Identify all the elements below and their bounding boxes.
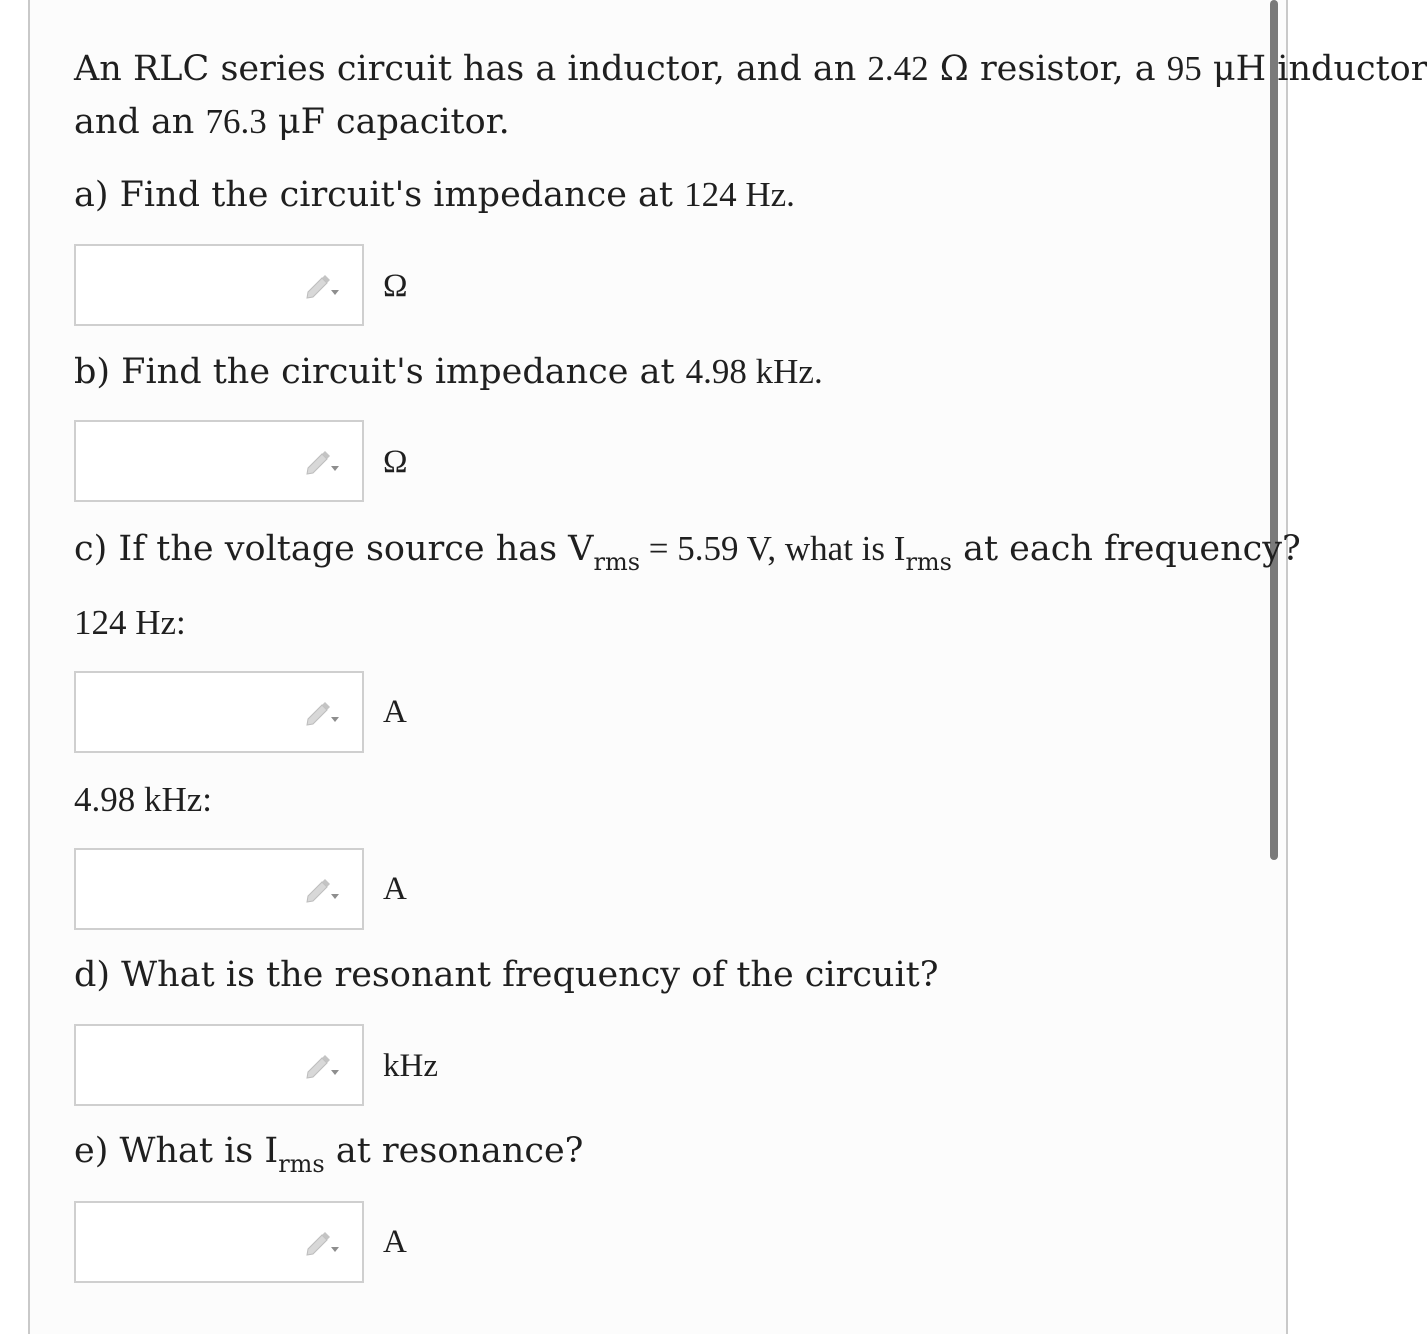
part-a-unit: Ω xyxy=(383,268,408,304)
resistance-value: 2.42 xyxy=(867,49,929,88)
frequency-value: 4.98 xyxy=(74,780,136,819)
prompt-text: c) If the voltage source has V xyxy=(74,529,594,569)
inductance-value: 95 xyxy=(1166,49,1202,88)
intro-text: and an xyxy=(74,102,206,142)
question-intro-line1 xyxy=(74,42,1427,96)
label-text: Hz: xyxy=(126,603,186,642)
subscript-rms: rms xyxy=(593,548,641,576)
intro-text: Ω resistor, a xyxy=(928,49,1167,89)
pencil-icon[interactable] xyxy=(304,1050,342,1080)
frequency-value: 124 xyxy=(74,603,127,642)
pencil-icon[interactable] xyxy=(304,697,342,727)
voltage-value: 5.59 xyxy=(677,529,739,568)
part-d-prompt: d) What is the resonant frequency of the circuit? xyxy=(74,955,939,995)
part-c-124-input-overlay xyxy=(74,671,364,753)
prompt-text: a) Find the circuit's impedance at xyxy=(74,175,685,215)
part-d-unit: kHz xyxy=(383,1048,438,1084)
part-e-prompt xyxy=(74,1125,583,1181)
part-c-label-498khz xyxy=(74,773,212,827)
question-intro-line2 xyxy=(74,95,510,149)
part-b-unit: Ω xyxy=(383,444,408,480)
prompt-text: Hz. xyxy=(736,175,795,214)
frequency-value: 124 xyxy=(684,175,737,214)
prompt-text: at resonance? xyxy=(324,1131,584,1171)
part-c-prompt xyxy=(74,522,1301,579)
pencil-icon[interactable] xyxy=(304,446,342,476)
prompt-text: e) What is I xyxy=(74,1131,279,1171)
capacitance-value: 76.3 xyxy=(205,102,267,141)
part-b-input-overlay xyxy=(74,420,364,502)
prompt-text: kHz. xyxy=(746,352,823,391)
part-c-124-unit: A xyxy=(383,694,407,730)
pencil-icon[interactable] xyxy=(304,1227,342,1257)
prompt-text: = xyxy=(640,529,678,568)
part-b-prompt xyxy=(74,345,823,399)
part-c-498-unit: A xyxy=(383,871,407,907)
part-d-input-overlay xyxy=(74,1024,364,1106)
pencil-icon[interactable] xyxy=(304,270,342,300)
pencil-icon[interactable] xyxy=(304,874,342,904)
scrollbar[interactable] xyxy=(1270,0,1278,860)
prompt-text: at each frequency? xyxy=(951,529,1301,569)
intro-text: μF capacitor. xyxy=(266,102,510,142)
frequency-value: 4.98 xyxy=(685,352,747,391)
label-text: kHz: xyxy=(135,780,213,819)
prompt-text: V, what is I xyxy=(738,529,906,568)
part-a-prompt xyxy=(74,168,795,222)
prompt-text: b) Find the circuit's impedance at xyxy=(74,352,686,392)
subscript-rms: rms xyxy=(905,548,952,576)
part-e-unit: A xyxy=(383,1224,407,1260)
intro-text: μH inductor xyxy=(1201,49,1427,89)
part-c-498-input-overlay xyxy=(74,848,364,930)
part-c-label-124hz xyxy=(74,596,186,650)
intro-text: An RLC series circuit has a inductor, and an xyxy=(74,49,868,89)
subscript-rms: rms xyxy=(278,1150,325,1178)
part-e-input-overlay xyxy=(74,1201,364,1283)
part-a-input-overlay xyxy=(74,244,364,326)
